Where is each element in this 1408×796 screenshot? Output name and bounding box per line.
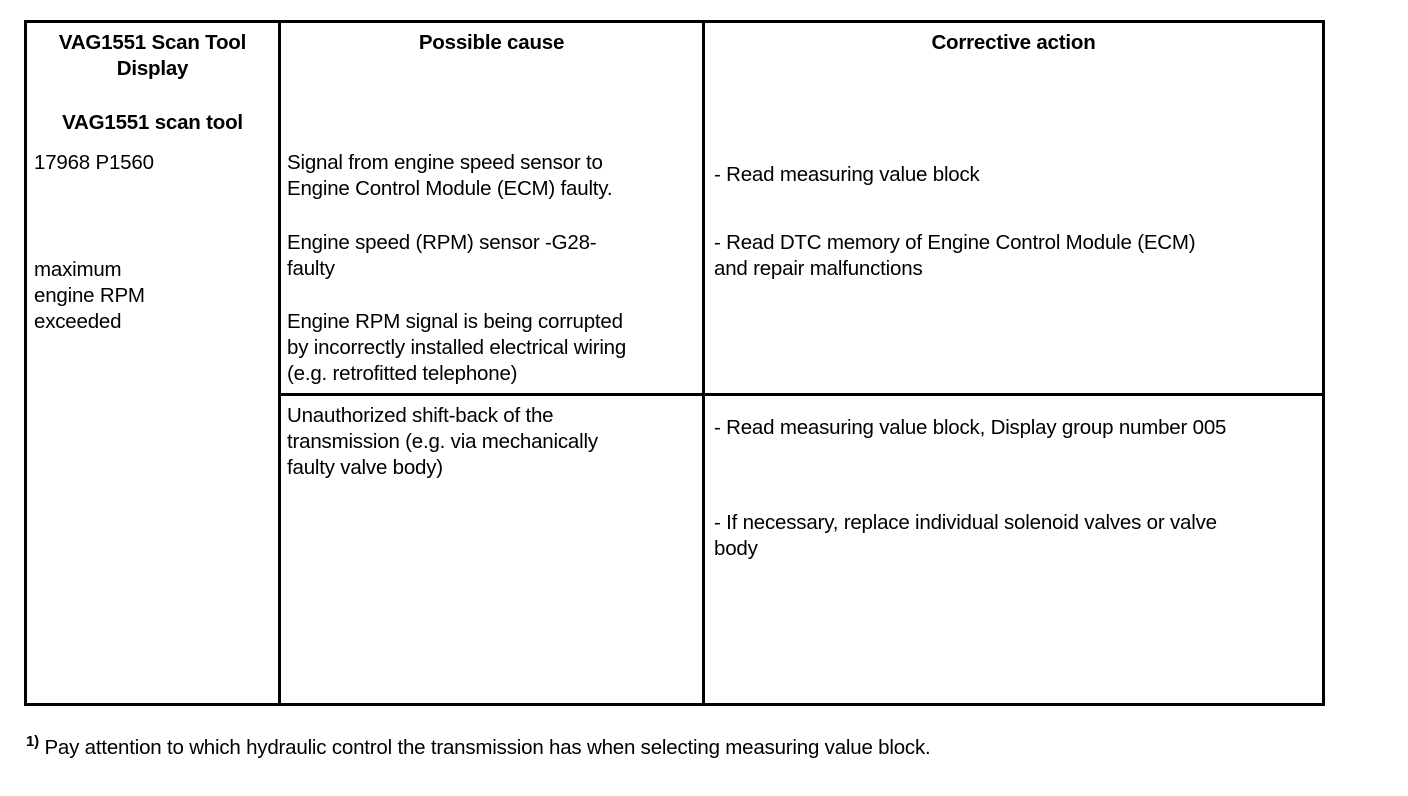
cause-1-line-1: Signal from engine speed sensor to <box>287 151 603 174</box>
cause-2-line-1: Engine speed (RPM) sensor -G28- <box>287 231 597 254</box>
action-2-line-1: - Read DTC memory of Engine Control Module (ECM) <box>714 231 1196 254</box>
fault-description-line-2: engine RPM <box>34 284 145 307</box>
column-divider-2 <box>702 20 705 706</box>
action-4 <box>714 510 1217 562</box>
cause-3-line-1: Engine RPM signal is being corrupted <box>287 310 623 333</box>
action-2 <box>714 230 1195 282</box>
cause-1 <box>287 150 612 202</box>
footnote <box>26 734 931 762</box>
action-2-line-2: and repair malfunctions <box>714 257 923 280</box>
cause-4 <box>287 403 598 481</box>
cause-3 <box>287 309 626 387</box>
action-4-line-1: - If necessary, replace individual solenoid valves or valve <box>714 511 1217 534</box>
fault-description-line-3: exceeded <box>34 310 122 333</box>
cause-4-line-1: Unauthorized shift-back of the <box>287 404 554 427</box>
header-possible-cause: Possible cause <box>418 31 565 54</box>
header-corrective-action: Corrective action <box>931 31 1096 54</box>
action-1-line-1: - Read measuring value block <box>714 163 980 186</box>
cause-4-line-3: faulty valve body) <box>287 456 443 479</box>
action-3 <box>714 415 1226 441</box>
footnote-marker: 1) <box>26 733 39 750</box>
header-scan-tool-line-2: Display <box>116 57 189 80</box>
action-3-line-1: - Read measuring value block, Display group number 005 <box>714 416 1227 439</box>
header-scan-tool-sub: VAG1551 scan tool <box>62 111 243 134</box>
cause-3-line-3: (e.g. retrofitted telephone) <box>287 362 518 385</box>
action-1 <box>714 162 980 188</box>
row-divider <box>278 393 1325 396</box>
cause-2-line-2: faulty <box>287 257 335 280</box>
header-scan-tool-line-1: VAG1551 Scan Tool <box>58 31 247 54</box>
cause-2 <box>287 230 596 282</box>
cause-4-line-2: transmission (e.g. via mechanically <box>287 430 598 453</box>
header-scan-tool-display <box>27 30 278 82</box>
action-4-line-2: body <box>714 537 758 560</box>
fault-description <box>34 257 145 335</box>
fault-code: 17968 P1560 <box>34 151 154 174</box>
column-divider-1 <box>278 20 281 706</box>
fault-description-line-1: maximum <box>34 258 122 281</box>
cause-1-line-2: Engine Control Module (ECM) faulty. <box>287 177 613 200</box>
cause-3-line-2: by incorrectly installed electrical wiring <box>287 336 627 359</box>
footnote-text: Pay attention to which hydraulic control the transmission has when selecting measuring value block. <box>44 736 931 759</box>
